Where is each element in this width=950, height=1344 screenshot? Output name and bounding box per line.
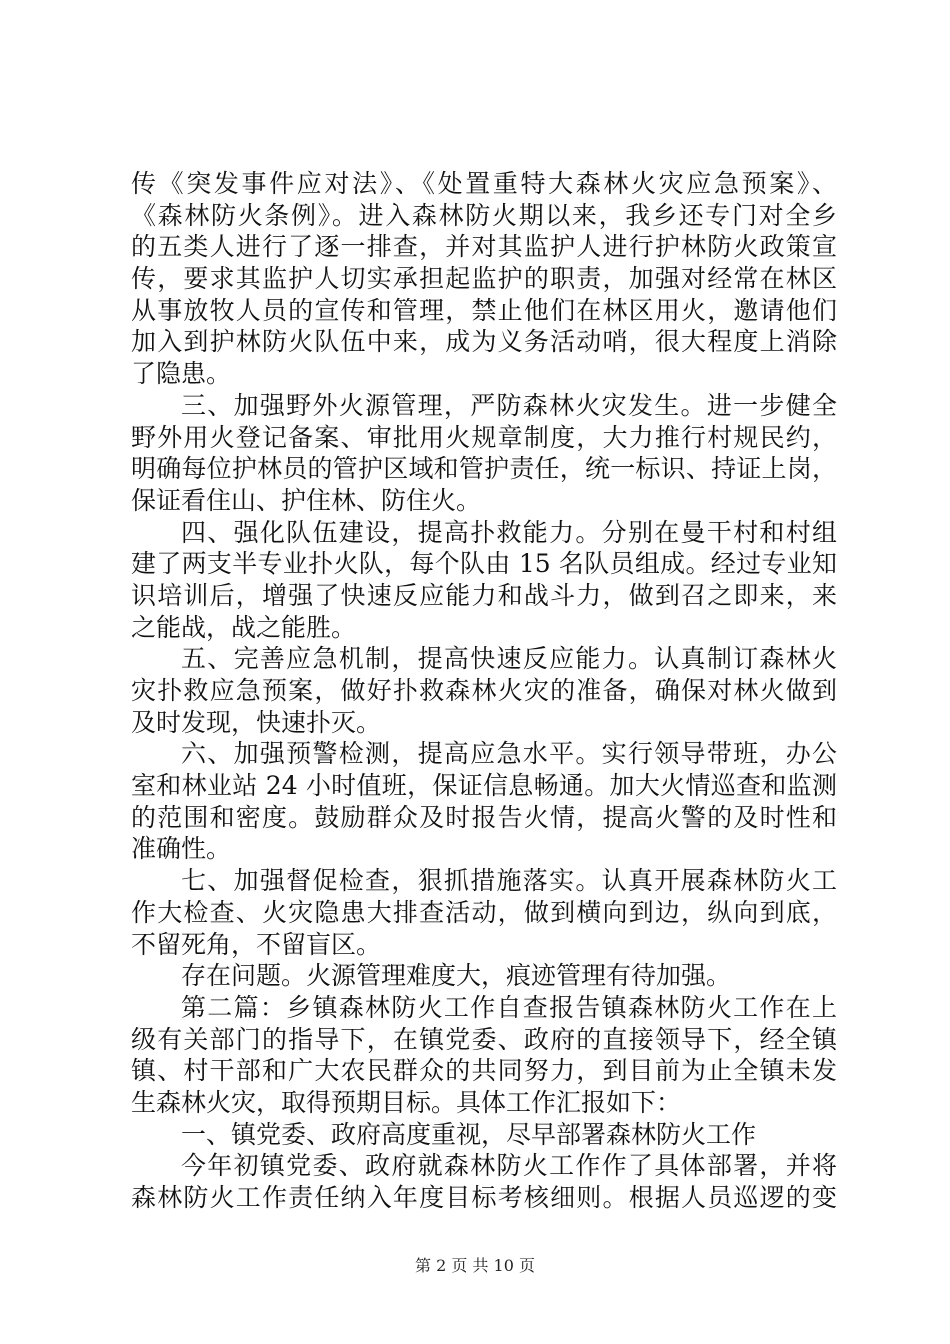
text-line: 存在问题。火源管理难度大，痕迹管理有待加强。 (181, 961, 732, 991)
text-line: 镇、村干部和广大农民群众的共同努力，到目前为止全镇未发 (131, 1056, 837, 1086)
text-line: 七、加强督促检查，狠抓措施落实。认真开展森林防火工 (181, 866, 837, 896)
text-line: 不留死角，不留盲区。 (131, 929, 382, 959)
text-line: 之能战，战之能胜。 (131, 612, 357, 642)
text-line: 保证看住山、护住林、防住火。 (131, 485, 482, 515)
text-line: 建了两支半专业扑火队，每个队由 15 名队员组成。经过专业知 (131, 549, 837, 579)
text-line: 了隐患。 (131, 359, 232, 389)
text-line: 作大检查、火灾隐患大排查活动，做到横向到边，纵向到底， (131, 897, 837, 927)
text-line: 的五类人进行了逐一排查，并对其监护人进行护林防火政策宣 (131, 232, 837, 262)
text-line: 从事放牧人员的宣传和管理，禁止他们在林区用火，邀请他们 (131, 295, 837, 325)
text-line: 级有关部门的指导下，在镇党委、政府的直接领导下，经全镇 (131, 1024, 837, 1054)
text-line: 明确每位护林员的管护区域和管护责任，统一标识、持证上岗， (131, 454, 837, 484)
text-line: 野外用火登记备案、审批用火规章制度，大力推行村规民约， (131, 422, 837, 452)
text-line: 森林防火工作责任纳入年度目标考核细则。根据人员巡逻的变 (131, 1183, 837, 1212)
document-body (131, 168, 837, 1214)
text-line: 生森林火灾，取得预期目标。具体工作汇报如下： (131, 1087, 682, 1117)
text-line: 的范围和密度。鼓励群众及时报告火情，提高火警的及时性和 (131, 802, 837, 832)
text-line: 六、加强预警检测，提高应急水平。实行领导带班，办公 (181, 739, 837, 769)
text-line: 及时发现，快速扑灭。 (131, 707, 382, 737)
text-line: 传《突发事件应对法》、《处置重特大森林火灾应急预案》、 (131, 169, 837, 198)
text-line: 第二篇：乡镇森林防火工作自查报告镇森林防火工作在上 (181, 992, 837, 1022)
text-line: 室和林业站 24 小时值班，保证信息畅通。加大火情巡查和监测 (131, 771, 837, 801)
text-line: 《森林防火条例》。进入森林防火期以来，我乡还专门对全乡 (131, 200, 837, 230)
text-line: 三、加强野外火源管理，严防森林火灾发生。进一步健全 (181, 390, 837, 420)
page-footer: 第 2 页 共 10 页 (415, 1256, 535, 1275)
text-line: 传，要求其监护人切实承担起监护的职责，加强对经常在林区 (131, 264, 837, 294)
text-line: 灾扑救应急预案，做好扑救森林火灾的准备，确保对林火做到 (131, 676, 837, 705)
text-line: 今年初镇党委、政府就森林防火工作作了具体部署，并将 (181, 1151, 837, 1181)
text-line: 一、镇党委、政府高度重视，尽早部署森林防火工作 (181, 1119, 757, 1149)
text-line: 准确性。 (131, 834, 232, 864)
text-line: 识培训后，增强了快速反应能力和战斗力，做到召之即来，来 (131, 580, 837, 610)
text-line: 四、强化队伍建设，提高扑救能力。分别在曼干村和村组 (181, 517, 837, 547)
text-line: 加入到护林防火队伍中来，成为义务活动哨，很大程度上消除 (131, 327, 837, 357)
text-line: 五、完善应急机制，提高快速反应能力。认真制订森林火 (181, 644, 837, 674)
